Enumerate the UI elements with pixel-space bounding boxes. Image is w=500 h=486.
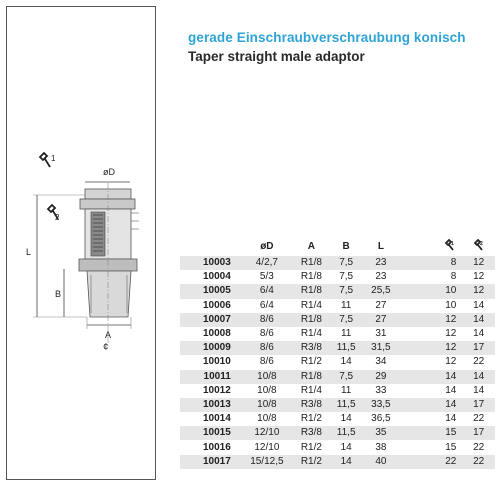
wrench-2-icon bbox=[462, 236, 495, 256]
cell-s1: 15 bbox=[445, 441, 457, 453]
table-row bbox=[180, 313, 495, 327]
svg-text:2: 2 bbox=[479, 240, 483, 247]
table-row bbox=[180, 440, 495, 454]
wrench-2-marker bbox=[48, 205, 60, 222]
cell-art: 10012 bbox=[203, 384, 231, 396]
cell-od: 4/2,7 bbox=[241, 256, 293, 270]
cell-od: 6/4 bbox=[241, 284, 293, 298]
cell-art: 10007 bbox=[180, 313, 241, 327]
cell-l: 23 bbox=[362, 256, 399, 270]
cell-a: R1/8 bbox=[293, 256, 330, 270]
cell-s2: 12 bbox=[462, 256, 495, 270]
cell-b: 7,5 bbox=[330, 370, 363, 384]
table-row bbox=[180, 412, 495, 426]
cell-s2: 22 bbox=[473, 356, 485, 368]
cell-a: R1/8 bbox=[293, 284, 330, 298]
cell-s1: 14 bbox=[445, 413, 457, 425]
cell-a: R1/8 bbox=[293, 313, 330, 327]
cell-s1: 14 bbox=[399, 370, 462, 384]
cell-art: 10010 bbox=[203, 356, 231, 368]
table-row bbox=[180, 270, 495, 284]
centerline-symbol: ¢ bbox=[103, 342, 109, 353]
table-row bbox=[180, 284, 495, 298]
cell-od: 12/10 bbox=[241, 426, 293, 440]
cell-s1: 10 bbox=[445, 299, 457, 311]
cell-l: 31,5 bbox=[362, 341, 399, 355]
cell-l: 35 bbox=[362, 426, 399, 440]
cell-l: 33,5 bbox=[362, 398, 399, 412]
cell-l: 29 bbox=[362, 370, 399, 384]
cell-l: 27 bbox=[375, 299, 387, 311]
technical-drawing-panel bbox=[6, 6, 156, 480]
table-row bbox=[180, 426, 495, 440]
wrench-1-label: 1 bbox=[51, 154, 56, 163]
cell-l: 23 bbox=[375, 271, 387, 283]
cell-b: 7,5 bbox=[339, 271, 354, 283]
cell-s2: 14 bbox=[462, 313, 495, 327]
col-header-a: A bbox=[307, 240, 316, 252]
a-label: A bbox=[105, 330, 112, 340]
cell-od: 5/3 bbox=[259, 271, 274, 283]
cell-od: 8/6 bbox=[241, 313, 293, 327]
col-header-b: B bbox=[342, 240, 350, 252]
table-row bbox=[180, 341, 495, 355]
cell-s1: 14 bbox=[399, 398, 462, 412]
cell-s2: 17 bbox=[462, 398, 495, 412]
l-label: L bbox=[26, 247, 32, 257]
specification-table bbox=[180, 236, 495, 469]
cell-s2: 12 bbox=[473, 271, 485, 283]
cell-l: 34 bbox=[375, 356, 387, 368]
wrench-2-label: 2 bbox=[55, 213, 60, 222]
title-german: gerade Einschraubverschraubung konisch bbox=[188, 30, 466, 45]
cell-s2: 12 bbox=[462, 284, 495, 298]
cell-s2: 14 bbox=[473, 384, 485, 396]
col-header-article bbox=[180, 236, 241, 256]
table-row bbox=[180, 398, 495, 412]
cell-b: 14 bbox=[340, 441, 352, 453]
cell-a: R1/4 bbox=[300, 328, 322, 340]
cell-art: 10016 bbox=[203, 441, 231, 453]
table-row bbox=[180, 384, 495, 398]
cell-a: R1/4 bbox=[300, 384, 322, 396]
cell-a: R1/2 bbox=[300, 356, 322, 368]
cell-a: R1/2 bbox=[300, 441, 322, 453]
cell-od: 12/10 bbox=[254, 441, 280, 453]
cell-s2: 14 bbox=[473, 328, 485, 340]
fitting-body bbox=[79, 183, 139, 347]
cell-s1: 15 bbox=[399, 426, 462, 440]
cell-s2: 22 bbox=[473, 441, 485, 453]
cell-b: 14 bbox=[330, 455, 363, 469]
cell-l: 36,5 bbox=[371, 413, 391, 425]
cell-b: 11 bbox=[340, 328, 352, 340]
cell-s2: 17 bbox=[462, 426, 495, 440]
table-row bbox=[180, 299, 495, 313]
wrench-1-icon bbox=[399, 236, 462, 256]
title-english: Taper straight male adaptor bbox=[188, 49, 365, 64]
wrench-1-marker bbox=[40, 153, 56, 167]
table-row bbox=[180, 327, 495, 341]
cell-od: 8/6 bbox=[241, 341, 293, 355]
cell-l: 27 bbox=[362, 313, 399, 327]
cell-b: 14 bbox=[340, 356, 352, 368]
cell-art: 10005 bbox=[180, 284, 241, 298]
cell-art: 10017 bbox=[180, 455, 241, 469]
cell-a: R1/8 bbox=[293, 370, 330, 384]
cell-s2: 14 bbox=[462, 370, 495, 384]
cell-s1: 10 bbox=[399, 284, 462, 298]
cell-l: 38 bbox=[375, 441, 387, 453]
table-row bbox=[180, 455, 495, 469]
cell-s1: 22 bbox=[399, 455, 462, 469]
cell-od: 8/6 bbox=[259, 328, 274, 340]
cell-a: R1/2 bbox=[300, 413, 322, 425]
cell-art: 10009 bbox=[180, 341, 241, 355]
b-label: B bbox=[55, 289, 62, 299]
table-row bbox=[180, 370, 495, 384]
cell-s1: 12 bbox=[399, 313, 462, 327]
cell-od: 10/8 bbox=[257, 413, 277, 425]
table-row bbox=[180, 256, 495, 270]
cell-od: 10/8 bbox=[241, 370, 293, 384]
cell-od: 10/8 bbox=[241, 398, 293, 412]
col-header-od: øD bbox=[260, 240, 274, 252]
cell-b: 11 bbox=[340, 384, 352, 396]
cell-s1: 12 bbox=[445, 328, 457, 340]
cell-b: 14 bbox=[340, 413, 352, 425]
cell-s2: 22 bbox=[473, 413, 485, 425]
cell-art: 10014 bbox=[203, 413, 231, 425]
cell-s1: 14 bbox=[445, 384, 457, 396]
table-row bbox=[180, 355, 495, 369]
col-header-l: L bbox=[377, 240, 384, 252]
cell-b: 11 bbox=[340, 299, 352, 311]
od-label: øD bbox=[103, 167, 115, 177]
cell-l: 40 bbox=[362, 455, 399, 469]
cell-od: 10/8 bbox=[257, 384, 277, 396]
cell-b: 11,5 bbox=[330, 398, 363, 412]
cell-s1: 12 bbox=[399, 341, 462, 355]
cell-l: 33 bbox=[375, 384, 387, 396]
cell-a: R1/4 bbox=[300, 299, 322, 311]
cell-b: 11,5 bbox=[330, 341, 363, 355]
cell-b: 7,5 bbox=[330, 313, 363, 327]
cell-a: R1/8 bbox=[300, 271, 322, 283]
cell-art: 10008 bbox=[203, 328, 231, 340]
cell-l: 31 bbox=[375, 328, 387, 340]
cell-art: 10006 bbox=[203, 299, 231, 311]
cell-l: 25,5 bbox=[362, 284, 399, 298]
cell-s1: 12 bbox=[445, 356, 457, 368]
cell-a: R3/8 bbox=[293, 341, 330, 355]
cell-art: 10011 bbox=[180, 370, 241, 384]
fitting-drawing bbox=[7, 7, 157, 481]
cell-art: 10004 bbox=[203, 271, 231, 283]
cell-s1: 8 bbox=[399, 256, 462, 270]
cell-a: R1/2 bbox=[293, 455, 330, 469]
cell-a: R3/8 bbox=[293, 398, 330, 412]
cell-od: 8/6 bbox=[259, 356, 274, 368]
svg-text:1: 1 bbox=[451, 240, 455, 247]
cell-b: 11,5 bbox=[330, 426, 363, 440]
cell-art: 10013 bbox=[180, 398, 241, 412]
cell-art: 10003 bbox=[180, 256, 241, 270]
cell-b: 7,5 bbox=[330, 256, 363, 270]
cell-s1: 8 bbox=[450, 271, 457, 283]
cell-b: 7,5 bbox=[330, 284, 363, 298]
cell-a: R3/8 bbox=[293, 426, 330, 440]
cell-s2: 17 bbox=[462, 341, 495, 355]
cell-art: 10015 bbox=[180, 426, 241, 440]
cell-s2: 22 bbox=[462, 455, 495, 469]
cell-s2: 14 bbox=[473, 299, 485, 311]
cell-od: 6/4 bbox=[259, 299, 274, 311]
cell-od: 15/12,5 bbox=[241, 455, 293, 469]
table-header-row bbox=[180, 236, 495, 256]
